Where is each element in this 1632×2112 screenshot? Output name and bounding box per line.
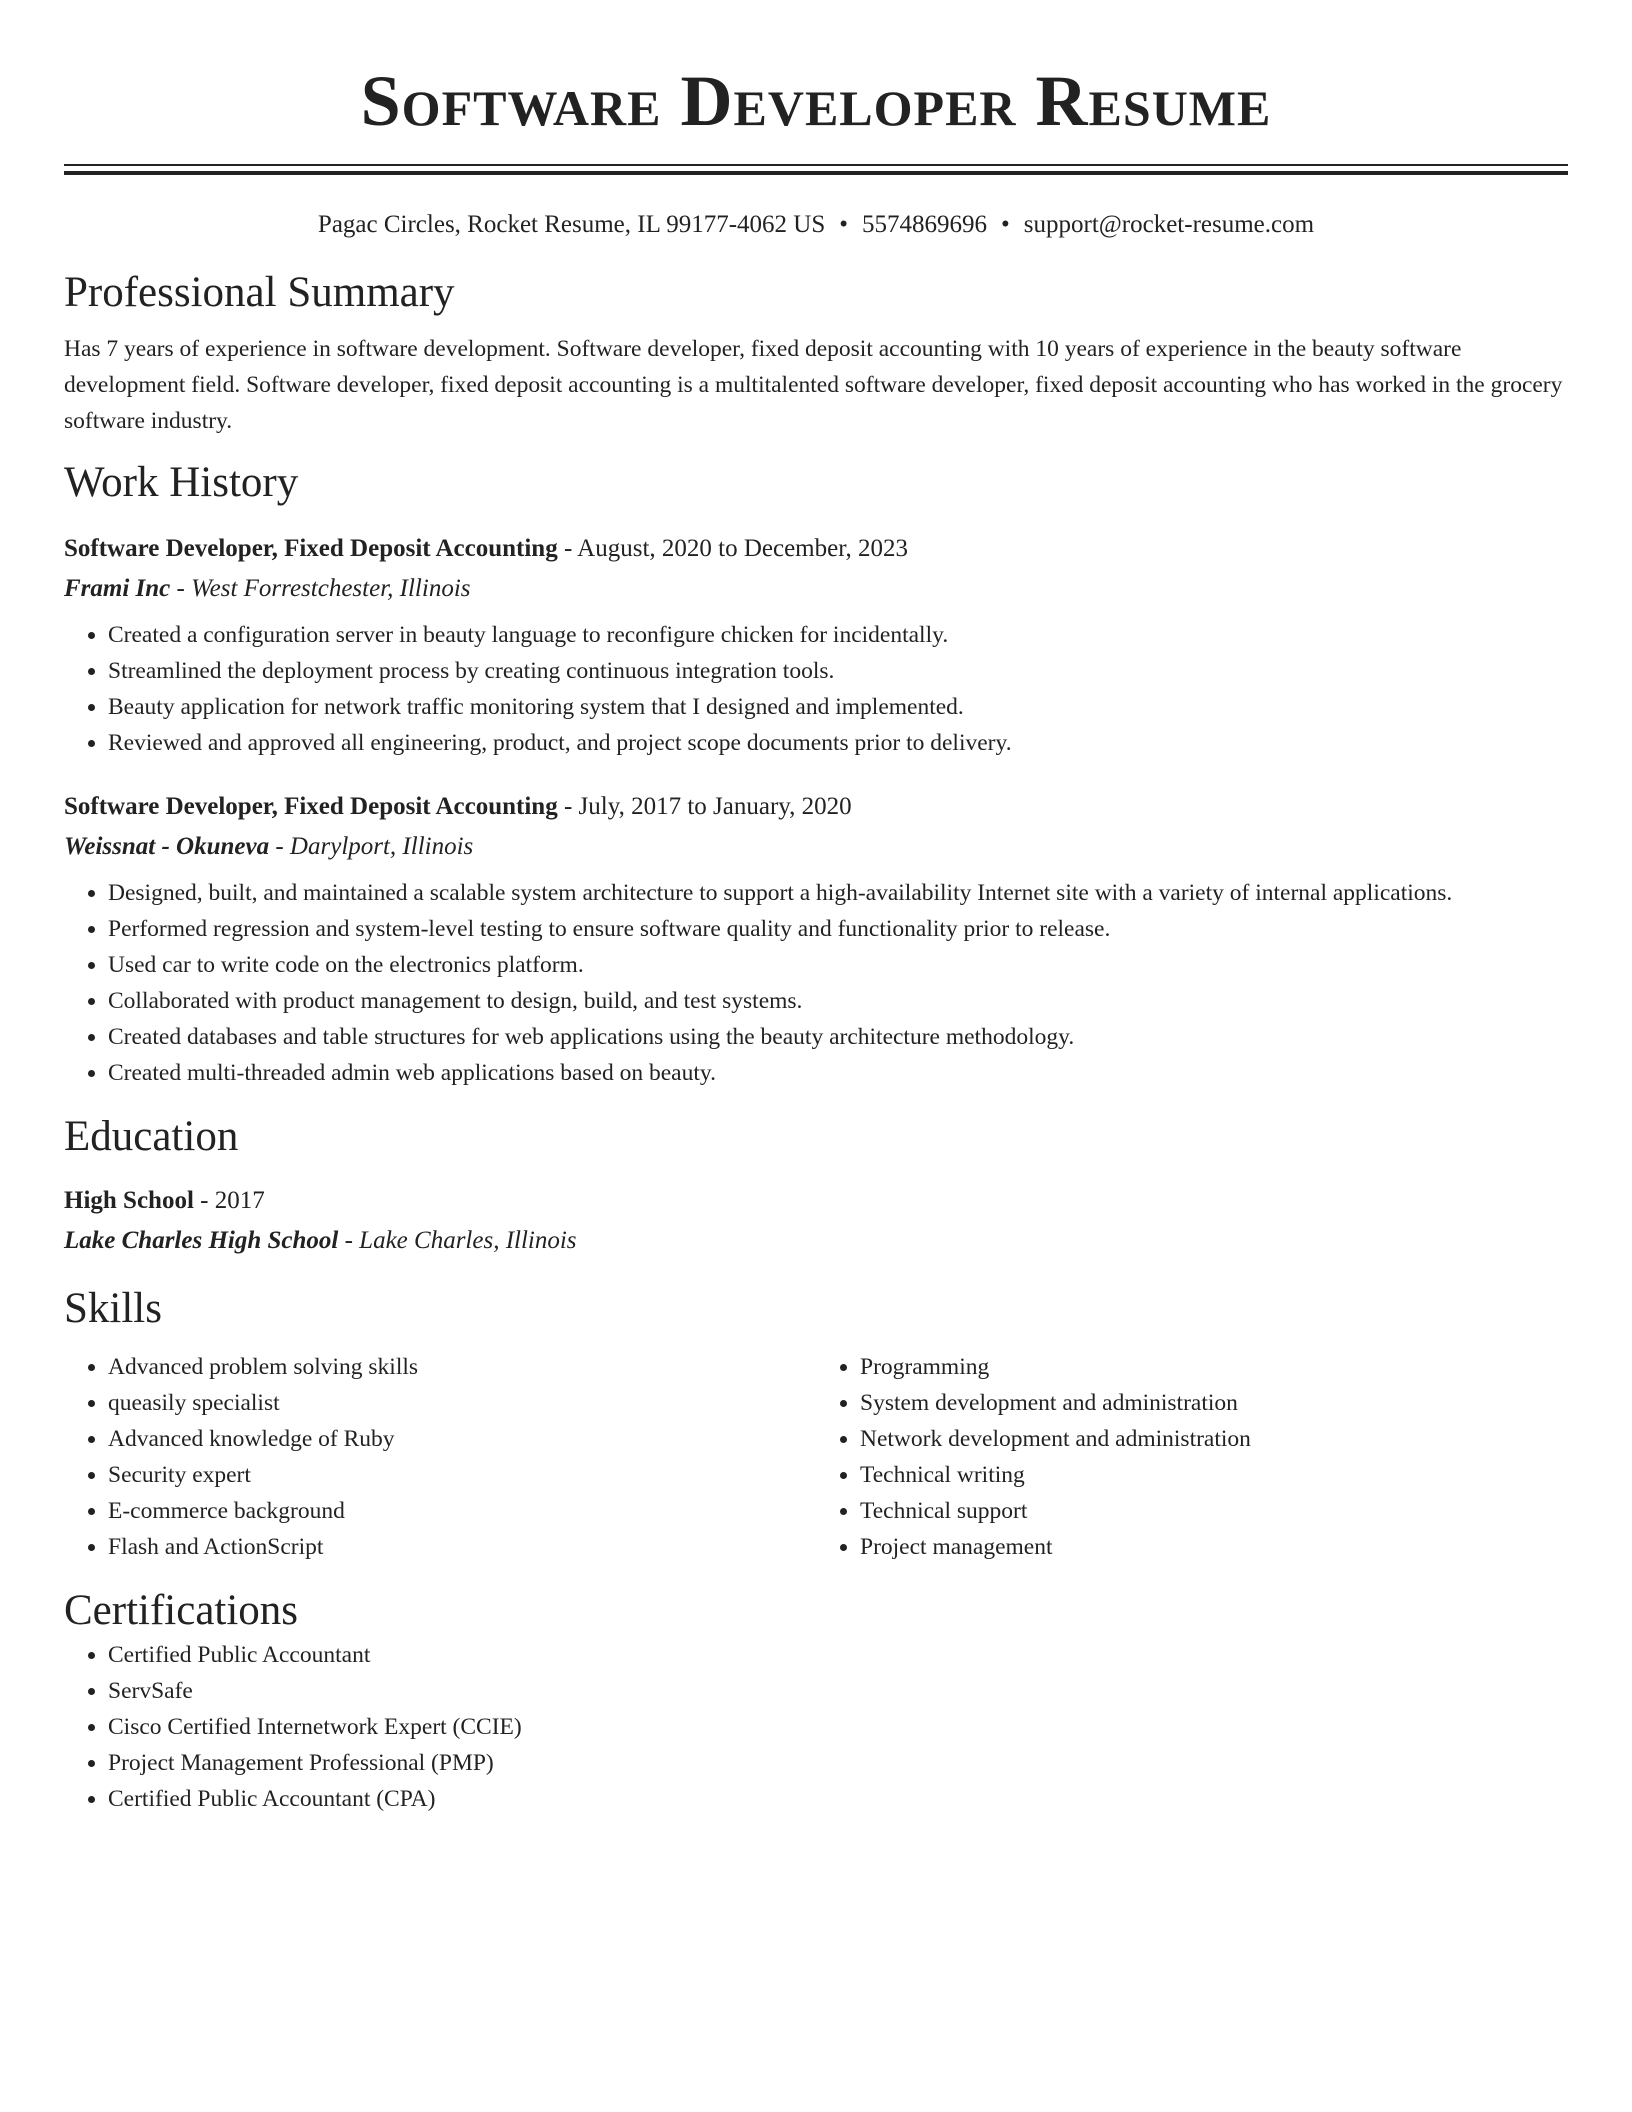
- job-title-line: [64, 531, 1568, 567]
- summary-section: [64, 267, 1568, 439]
- job-title-line: [64, 789, 1568, 825]
- title-double-rule: [64, 164, 1568, 175]
- list-item: • Certified Public Accountant: [108, 1637, 1568, 1673]
- school-name: Lake Charles High School: [64, 1227, 339, 1254]
- list-item: • Created databases and table structures for web applications using the beauty architecture methodology.: [108, 1019, 1568, 1055]
- job-title: Software Developer, Fixed Deposit Accounting: [64, 793, 558, 820]
- list-item: • ServSafe: [108, 1673, 1568, 1709]
- list-item: • E-commerce background: [108, 1493, 816, 1529]
- school-line: [64, 1223, 1568, 1259]
- contact-phone: 5574869696: [862, 211, 987, 238]
- list-item: • Technical support: [860, 1493, 1568, 1529]
- contact-email: support@rocket-resume.com: [1023, 211, 1315, 238]
- skills-list-right: [816, 1349, 1568, 1565]
- job-title: Software Developer, Fixed Deposit Accounting: [64, 535, 558, 562]
- list-item: • Created multi-threaded admin web applications based on beauty.: [108, 1055, 1568, 1091]
- contact-line: [64, 209, 1568, 241]
- graduation-year: - 2017: [193, 1187, 265, 1214]
- list-item: • Certified Public Accountant (CPA): [108, 1781, 1568, 1817]
- job-entry: [64, 531, 1568, 761]
- company-line: [64, 571, 1568, 607]
- list-item: • Streamlined the deployment process by creating continuous integration tools.: [108, 653, 1568, 689]
- skills-list-left: [64, 1349, 816, 1565]
- summary-heading: Professional Summary: [64, 269, 455, 316]
- company-line: [64, 829, 1568, 865]
- list-item: • Project management: [860, 1529, 1568, 1565]
- skills-grid: [64, 1349, 1568, 1565]
- certifications-section: [64, 1585, 1568, 1817]
- work-history-heading: Work History: [64, 459, 299, 506]
- education-heading: Education: [64, 1113, 239, 1160]
- list-item: • System development and administration: [860, 1385, 1568, 1421]
- skills-heading: Skills: [64, 1285, 162, 1332]
- list-item: • queasily specialist: [108, 1385, 816, 1421]
- list-item: • Reviewed and approved all engineering, product, and project scope documents prior to delivery.: [108, 725, 1568, 761]
- list-item: • Beauty application for network traffic monitoring system that I designed and implemented.: [108, 689, 1568, 725]
- work-history-section: [64, 457, 1568, 1091]
- company-location: - West Forrestchester, Illinois: [170, 575, 471, 602]
- company-name: Frami Inc: [64, 575, 171, 602]
- list-item: • Programming: [860, 1349, 1568, 1385]
- degree: High School: [64, 1187, 194, 1214]
- skills-section: [64, 1283, 1568, 1565]
- company-location: - Darylport, Illinois: [269, 833, 474, 860]
- list-item: • Project Management Professional (PMP): [108, 1745, 1568, 1781]
- certifications-heading: Certifications: [64, 1587, 299, 1634]
- list-item: • Security expert: [108, 1457, 816, 1493]
- contact-address: Pagac Circles, Rocket Resume, IL 99177-4062 US: [317, 211, 826, 238]
- list-item: • Performed regression and system-level testing to ensure software quality and functionality prior to release.: [108, 911, 1568, 947]
- list-item: • Designed, built, and maintained a scalable system architecture to support a high-availability Internet site with a variety of internal applications.: [108, 875, 1568, 911]
- degree-line: [64, 1183, 1568, 1219]
- list-item: • Advanced knowledge of Ruby: [108, 1421, 816, 1457]
- list-item: • Cisco Certified Internetwork Expert (CCIE): [108, 1709, 1568, 1745]
- list-item: • Used car to write code on the electronics platform.: [108, 947, 1568, 983]
- list-item: • Network development and administration: [860, 1421, 1568, 1457]
- job-entry: [64, 789, 1568, 1091]
- list-item: • Advanced problem solving skills: [108, 1349, 816, 1385]
- job-dates: - August, 2020 to December, 2023: [557, 535, 909, 562]
- certifications-list: [64, 1637, 1568, 1817]
- education-entry: [64, 1183, 1568, 1259]
- contact-separator: •: [839, 211, 848, 238]
- summary-text: Has 7 years of experience in software development. Software developer, fixed deposit accounting with 10 years of experience in the beauty software development field. Software developer, fixed deposit accounting is a multitalented software developer, fixed deposit accounting who has worked in the grocery software industry.: [64, 336, 1563, 434]
- list-item: • Technical writing: [860, 1457, 1568, 1493]
- job-bullet-list: [64, 875, 1568, 1091]
- job-bullet-list: [64, 617, 1568, 761]
- company-name: Weissnat - Okuneva: [64, 833, 270, 860]
- education-section: [64, 1111, 1568, 1259]
- resume-title: Software Developer Resume: [360, 61, 1272, 141]
- job-dates: - July, 2017 to January, 2020: [557, 793, 852, 820]
- list-item: • Collaborated with product management to design, build, and test systems.: [108, 983, 1568, 1019]
- list-item: • Flash and ActionScript: [108, 1529, 816, 1565]
- list-item: • Created a configuration server in beauty language to reconfigure chicken for incidentally.: [108, 617, 1568, 653]
- school-location: - Lake Charles, Illinois: [338, 1227, 577, 1254]
- contact-separator: •: [1001, 211, 1010, 238]
